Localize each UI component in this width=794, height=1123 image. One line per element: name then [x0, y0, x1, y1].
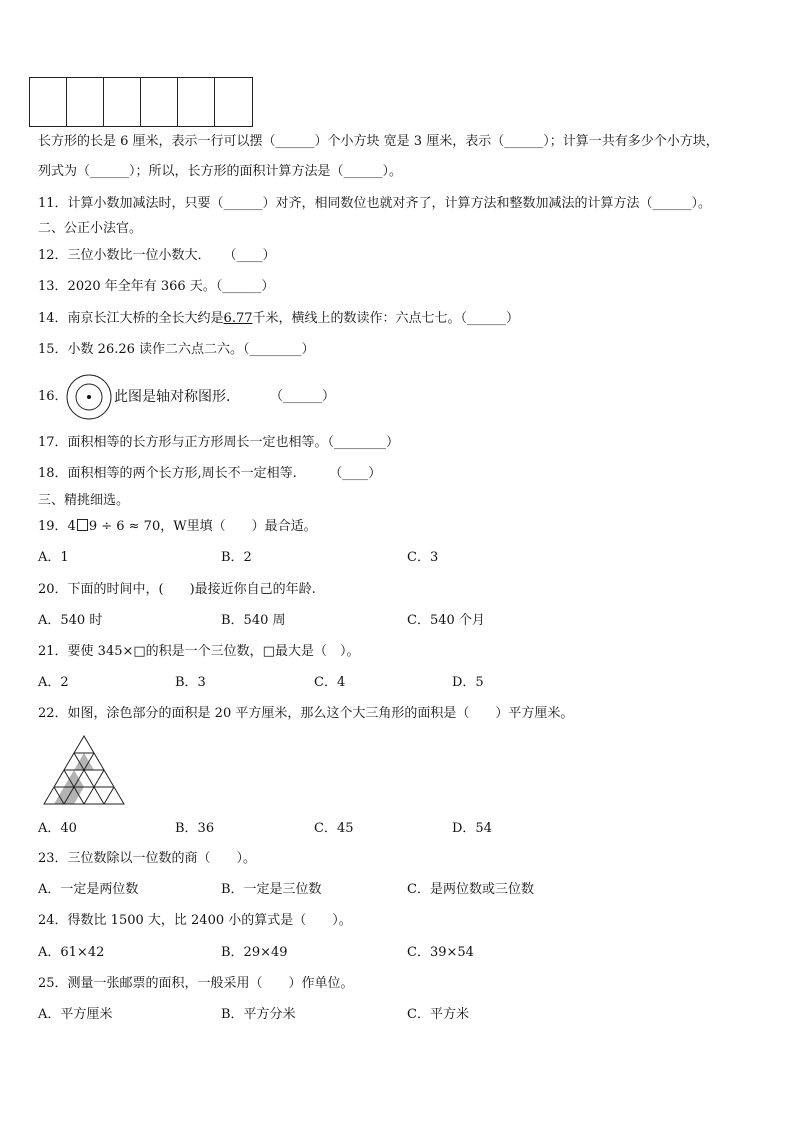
grid-cell	[67, 78, 104, 126]
q17: 17．面积相等的长方形与正方形周长一定也相等。（________）	[38, 435, 400, 450]
q23-option-a[interactable]: A．一定是两位数	[38, 882, 139, 897]
q21-option-b[interactable]: B．3	[175, 675, 206, 690]
grid-cell	[104, 78, 141, 126]
q16-text: 此图是轴对称图形．	[114, 389, 240, 405]
q12: 12．三位小数比一位小数大． （____）	[38, 248, 276, 263]
square-grid-figure	[29, 77, 253, 127]
q21-option-c[interactable]: C．4	[314, 675, 346, 690]
blank-square-icon	[77, 519, 88, 531]
q24: 24．得数比 1500 大，比 2400 小的算式是（ ）。	[38, 913, 352, 928]
q22-option-a[interactable]: A．40	[38, 821, 77, 836]
q23-option-b[interactable]: B．一定是三位数	[221, 882, 322, 897]
q22-option-c[interactable]: C．45	[314, 821, 354, 836]
q14-before: 14．南京长江大桥的全长大约是	[38, 311, 224, 326]
q19-option-c[interactable]: C．3	[407, 550, 439, 565]
q10-line1: 长方形的长是 6 厘米，表示一行可以摆（______）个小方块 宽是 3 厘米，表示（______）；计算一共有多少个小方块，	[38, 134, 719, 149]
q14-underlined-number: 6.77	[223, 311, 253, 326]
q21: 21．要使 345×□的积是一个三位数，□最大是（ ）。	[38, 644, 360, 659]
q25-option-c[interactable]: C．平方米	[407, 1007, 469, 1022]
q13: 13．2020 年全年有 366 天。（______）	[38, 279, 275, 294]
q15: 15．小数 26.26 读作二六点二六。（________）	[38, 342, 315, 357]
q23: 23．三位数除以一位数的商（ ）。	[38, 851, 257, 866]
grid-cell	[30, 78, 67, 126]
q16-number: 16．	[38, 389, 68, 404]
q21-option-a[interactable]: A．2	[38, 675, 69, 690]
q24-option-c[interactable]: C．39×54	[407, 945, 474, 960]
q11: 11．计算小数加减法时，只要（______）对齐，相同数位也就对齐了，计算方法和整数加减法的计算方法（______）。	[38, 196, 712, 211]
q25-option-b[interactable]: B．平方分米	[221, 1007, 296, 1022]
q20: 20．下面的时间中，( )最接近你自己的年龄.	[38, 582, 316, 597]
q19-option-a[interactable]: A．1	[38, 550, 69, 565]
q19-option-b[interactable]: B．2	[221, 550, 252, 565]
q23-option-c[interactable]: C．是两位数或三位数	[407, 882, 534, 897]
q14-after: 千米，横线上的数读作：六点七七。（______）	[252, 311, 520, 326]
q24-option-b[interactable]: B．29×49	[221, 945, 288, 960]
q16-blank: （______）	[270, 389, 336, 404]
q20-option-b[interactable]: B．540 周	[221, 613, 286, 628]
q19-after: 9 ÷ 6 ≈ 70，W里填（ ）最合适。	[88, 519, 317, 534]
q20-option-a[interactable]: A．540 时	[38, 613, 103, 628]
concentric-circles-figure	[65, 373, 113, 421]
grid-cell	[178, 78, 215, 126]
q24-option-a[interactable]: A．61×42	[38, 945, 105, 960]
q25: 25．测量一张邮票的面积，一般采用（ ）作单位。	[38, 976, 354, 991]
q18: 18．面积相等的两个长方形,周长不一定相等. （____）	[38, 466, 382, 481]
section-2-heading: 二、公正小法官。	[38, 221, 143, 236]
grid-cell	[215, 78, 252, 126]
q14	[38, 311, 519, 327]
q25-option-a[interactable]: A．平方厘米	[38, 1007, 113, 1022]
q22-option-b[interactable]: B．36	[175, 821, 215, 836]
grid-cell	[141, 78, 178, 126]
q21-option-d[interactable]: D．5	[452, 675, 484, 690]
q10-line2: 列式为（______）；所以，长方形的面积计算方法是（______）。	[38, 164, 403, 179]
q20-option-c[interactable]: C．540 个月	[407, 613, 485, 628]
triangle-figure	[40, 734, 128, 806]
q22: 22．如图，涂色部分的面积是 20 平方厘米，那么这个大三角形的面积是（ ）平方厘米。	[38, 706, 574, 721]
q19-before: 19．4	[38, 519, 76, 534]
q22-option-d[interactable]: D．54	[452, 821, 492, 836]
q19	[38, 519, 317, 535]
section-3-heading: 三、精挑细选。	[38, 493, 130, 508]
